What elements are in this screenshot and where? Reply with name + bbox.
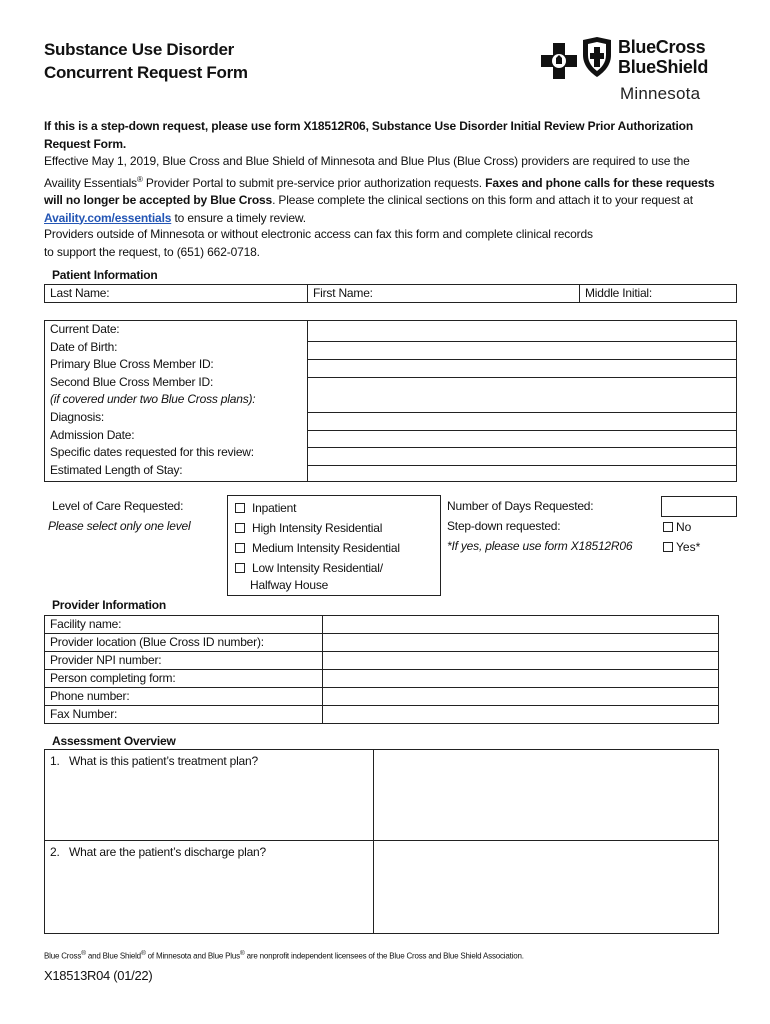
option-label: Inpatient bbox=[252, 501, 297, 515]
option-medium-intensity[interactable] bbox=[235, 540, 400, 557]
fax-paragraph bbox=[44, 226, 644, 261]
footer-text-3: of Minnesota and Blue Plus bbox=[145, 951, 240, 961]
phone-label: Phone number: bbox=[45, 688, 323, 706]
npi-label: Provider NPI number: bbox=[45, 652, 323, 670]
question-1-number: 1. bbox=[50, 754, 60, 768]
checkbox[interactable] bbox=[235, 523, 245, 533]
brand-state: Minnesota bbox=[620, 84, 701, 103]
location-input[interactable] bbox=[323, 634, 719, 652]
level-of-care-label: Level of Care Requested: bbox=[52, 499, 184, 513]
question-2-text: What are the patient’s discharge plan? bbox=[69, 845, 266, 859]
option-label: Low Intensity Residential/ bbox=[252, 561, 383, 575]
question-2-number: 2. bbox=[50, 845, 60, 859]
checkbox[interactable] bbox=[663, 542, 673, 552]
current-date-label: Current Date: bbox=[50, 322, 120, 336]
admission-date-input[interactable] bbox=[308, 431, 736, 448]
footer-reg-2: ® bbox=[140, 950, 146, 957]
patient-info-heading: Patient Information bbox=[52, 268, 158, 282]
primary-id-input[interactable] bbox=[308, 360, 736, 378]
diagnosis-label: Diagnosis: bbox=[50, 409, 105, 424]
answer-1-input[interactable] bbox=[374, 750, 719, 841]
footer-text-2: and Blue Shield bbox=[85, 951, 141, 961]
registered-mark: ® bbox=[136, 174, 143, 184]
checkbox[interactable] bbox=[235, 503, 245, 513]
dob-label: Date of Birth: bbox=[50, 339, 118, 354]
option-label-line2: Halfway House bbox=[250, 578, 329, 592]
option-low-intensity[interactable] bbox=[235, 560, 383, 594]
footer-reg-3: ® bbox=[239, 950, 245, 957]
brand-line-2: BlueShield bbox=[618, 57, 709, 77]
location-label: Provider location (Blue Cross ID number): bbox=[45, 634, 323, 652]
question-1 bbox=[45, 750, 374, 841]
length-of-stay-input[interactable] bbox=[308, 466, 736, 481]
intro-text-2: Provider Portal to submit pre-service prior authorization requests. bbox=[142, 175, 486, 190]
fax-label: Fax Number: bbox=[45, 706, 323, 724]
intro-text-4: to ensure a timely review. bbox=[171, 210, 306, 225]
title-line-2: Concurrent Request Form bbox=[44, 63, 248, 82]
length-of-stay-label: Estimated Length of Stay: bbox=[50, 462, 183, 477]
stepdown-label: Step-down requested: bbox=[447, 519, 561, 533]
provider-info-heading: Provider Information bbox=[52, 598, 167, 612]
facility-input[interactable] bbox=[323, 616, 719, 634]
checkbox[interactable] bbox=[235, 563, 245, 573]
brand-name bbox=[618, 37, 708, 77]
admission-date-label: Admission Date: bbox=[50, 427, 135, 442]
provider-table bbox=[44, 615, 719, 724]
form-title bbox=[44, 38, 248, 84]
answer-2-input[interactable] bbox=[374, 841, 719, 934]
footer-text-1: Blue Cross bbox=[44, 951, 82, 961]
stepdown-no-option[interactable] bbox=[663, 520, 691, 534]
assessment-table bbox=[44, 749, 719, 934]
second-id-input[interactable] bbox=[308, 378, 736, 413]
first-name-field[interactable]: First Name: bbox=[308, 285, 580, 303]
option-high-intensity[interactable] bbox=[235, 520, 382, 537]
blue-cross-icon bbox=[541, 43, 577, 79]
patient-values bbox=[308, 321, 737, 482]
fax-line-1: Providers outside of Minnesota or without electronic access can fax this form and complete clinical records bbox=[44, 227, 593, 241]
days-requested-label: Number of Days Requested: bbox=[447, 499, 594, 513]
intro-text-1: Effective May 1, 2019, Blue Cross and Blue Shield of Minnesota and Blue Plus (Blue Cross) providers are required to use the Availity Essentials bbox=[44, 154, 690, 190]
checkbox[interactable] bbox=[235, 543, 245, 553]
level-of-care-note: Please select only one level bbox=[48, 519, 191, 533]
brand-line-1: BlueCross bbox=[618, 37, 706, 57]
fax-line-2: to support the request, to (651) 662-0718. bbox=[44, 244, 260, 259]
fax-notice: Faxes and phone calls for these requests will no longer be accepted by Blue Cross bbox=[44, 175, 715, 207]
blue-cross-blue-shield-logo bbox=[541, 37, 741, 107]
blue-shield-icon bbox=[581, 37, 613, 77]
patient-labels bbox=[45, 321, 308, 482]
intro-paragraph bbox=[44, 118, 724, 227]
option-label: Medium Intensity Residential bbox=[252, 541, 400, 555]
dob-input[interactable] bbox=[308, 342, 736, 360]
patient-details-table bbox=[44, 320, 737, 482]
form-code: X18513R04 (01/22) bbox=[44, 968, 153, 983]
yes-label: Yes* bbox=[676, 540, 701, 554]
option-label: High Intensity Residential bbox=[252, 521, 383, 535]
specific-dates-label: Specific dates requested for this review: bbox=[50, 445, 254, 460]
phone-input[interactable] bbox=[323, 688, 719, 706]
stepdown-note: *If yes, please use form X18512R06 bbox=[447, 539, 633, 553]
stepdown-yes-option[interactable] bbox=[663, 540, 700, 554]
primary-id-label: Primary Blue Cross Member ID: bbox=[50, 357, 214, 372]
second-id-note: (if covered under two Blue Cross plans): bbox=[50, 392, 256, 407]
footer-disclaimer bbox=[44, 950, 524, 961]
question-2 bbox=[45, 841, 374, 934]
person-input[interactable] bbox=[323, 670, 719, 688]
level-of-care-options bbox=[227, 495, 441, 596]
last-name-field[interactable]: Last Name: bbox=[45, 285, 308, 303]
option-inpatient[interactable] bbox=[235, 500, 296, 517]
facility-label: Facility name: bbox=[45, 616, 323, 634]
days-requested-input[interactable] bbox=[661, 496, 737, 517]
availity-link[interactable]: Availity.com/essentials bbox=[44, 210, 172, 225]
footer-text-4: are nonprofit independent licensees of the Blue Cross and Blue Shield Association. bbox=[244, 951, 524, 961]
assessment-heading: Assessment Overview bbox=[52, 734, 176, 748]
specific-dates-input[interactable] bbox=[308, 448, 736, 466]
no-label: No bbox=[676, 520, 692, 534]
step-down-notice: If this is a step-down request, please use form X18512R06, Substance Use Disorder Initial Review Prior Authorization Request Form. bbox=[44, 119, 694, 151]
question-1-text: What is this patient’s treatment plan? bbox=[69, 754, 258, 768]
intro-text-3: . Please complete the clinical sections on this form and attach it to your request at bbox=[272, 193, 693, 207]
middle-initial-field[interactable]: Middle Initial: bbox=[580, 285, 737, 303]
title-line-1: Substance Use Disorder bbox=[44, 40, 234, 59]
current-date-input[interactable] bbox=[308, 321, 736, 342]
fax-input[interactable] bbox=[323, 706, 719, 724]
footer-reg-1: ® bbox=[81, 950, 86, 957]
npi-input[interactable] bbox=[323, 652, 719, 670]
patient-name-table bbox=[44, 284, 737, 303]
checkbox[interactable] bbox=[663, 522, 673, 532]
second-id-label: Second Blue Cross Member ID: bbox=[50, 374, 214, 389]
person-label: Person completing form: bbox=[45, 670, 323, 688]
diagnosis-input[interactable] bbox=[308, 413, 736, 431]
